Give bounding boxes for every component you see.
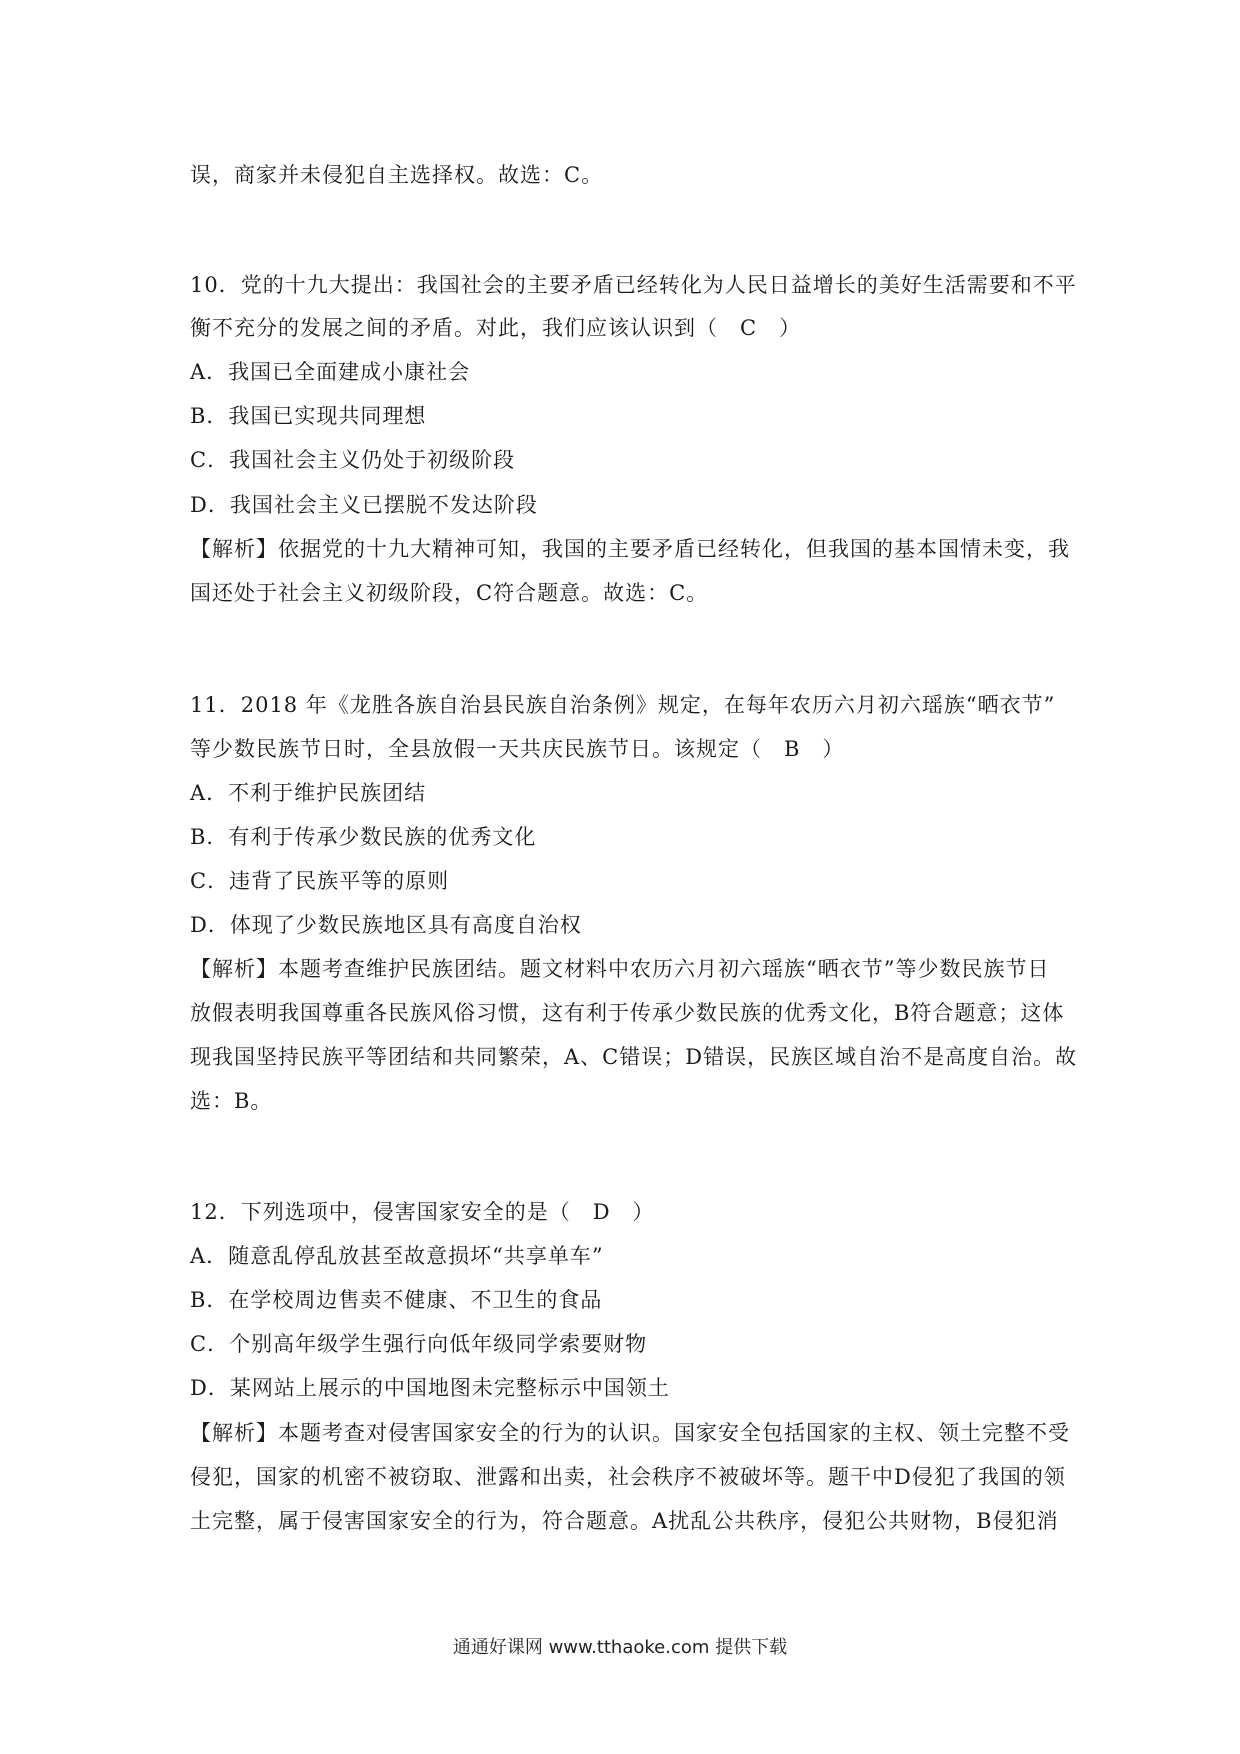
q12-option-b: B．在学校周边售卖不健康、不卫生的食品 — [190, 1288, 603, 1312]
q12-analysis-line-3: 土完整，属于侵害国家安全的行为，符合题意。A扰乱公共秩序，侵犯公共财物，B侵犯消 — [190, 1509, 1059, 1533]
q10-analysis-line-2: 国还处于社会主义初级阶段，C符合题意。故选：C。 — [190, 581, 709, 605]
q11-analysis-line-1: 【解析】本题考查维护民族团结。题文材料中农历六月初六瑶族“晒衣节”等少数民族节日 — [190, 957, 1050, 981]
q10-option-a: A．我国已全面建成小康社会 — [190, 360, 471, 384]
q10-option-c: C．我国社会主义仍处于初级阶段 — [190, 448, 516, 472]
intro-line: 误，商家并未侵犯自主选择权。故选：C。 — [190, 163, 604, 187]
page-footer: 通通好课网 www.tthaoke.com 提供下载 — [452, 1637, 788, 1658]
q11-option-d: D．体现了少数民族地区具有高度自治权 — [190, 913, 582, 937]
q11-option-b: B．有利于传承少数民族的优秀文化 — [190, 825, 537, 849]
q12-analysis-line-2: 侵犯，国家的机密不被窃取、泄露和出卖，社会秩序不被破坏等。题干中D侵犯了我国的领 — [190, 1465, 1066, 1489]
q11-analysis-line-3: 现我国坚持民族平等团结和共同繁荣，A、C错误；D错误，民族区域自治不是高度自治。故 — [190, 1045, 1078, 1069]
q12-option-d: D．某网站上展示的中国地图未完整标示中国领土 — [190, 1376, 670, 1400]
q12-option-c: C．个别高年级学生强行向低年级同学索要财物 — [190, 1332, 648, 1356]
q10-option-d: D．我国社会主义已摆脱不发达阶段 — [190, 493, 538, 517]
q11-stem-line-1: 11．2018 年《龙胜各族自治县民族自治条例》规定，在每年农历六月初六瑶族“晒衣节” — [190, 693, 1056, 717]
q11-option-a: A．不利于维护民族团结 — [190, 781, 427, 805]
q12-stem-line-1: 12．下列选项中，侵害国家安全的是（ D ） — [190, 1200, 655, 1224]
q11-stem-line-2: 等少数民族节日时，全县放假一天共庆民族节日。该规定（ B ） — [190, 737, 845, 761]
q10-stem-line-1: 10．党的十九大提出：我国社会的主要矛盾已经转化为人民日益增长的美好生活需要和不平 — [190, 273, 1077, 297]
q10-analysis-line-1: 【解析】依据党的十九大精神可知，我国的主要矛盾已经转化，但我国的基本国情未变，我 — [190, 537, 1070, 561]
q10-stem-line-2: 衡不充分的发展之间的矛盾。对此，我们应该认识到（ C ） — [190, 316, 802, 340]
q12-analysis-line-1: 【解析】本题考查对侵害国家安全的行为的认识。国家安全包括国家的主权、领土完整不受 — [190, 1421, 1070, 1445]
q12-option-a: A．随意乱停乱放甚至故意损坏“共享单车” — [190, 1244, 604, 1268]
q10-option-b: B．我国已实现共同理想 — [190, 404, 427, 428]
q11-option-c: C．违背了民族平等的原则 — [190, 869, 450, 893]
q11-analysis-line-2: 放假表明我国尊重各民族风俗习惯，这有利于传承少数民族的优秀文化，B符合题意；这体 — [190, 1001, 1065, 1025]
q11-analysis-line-4: 选：B。 — [190, 1089, 273, 1113]
